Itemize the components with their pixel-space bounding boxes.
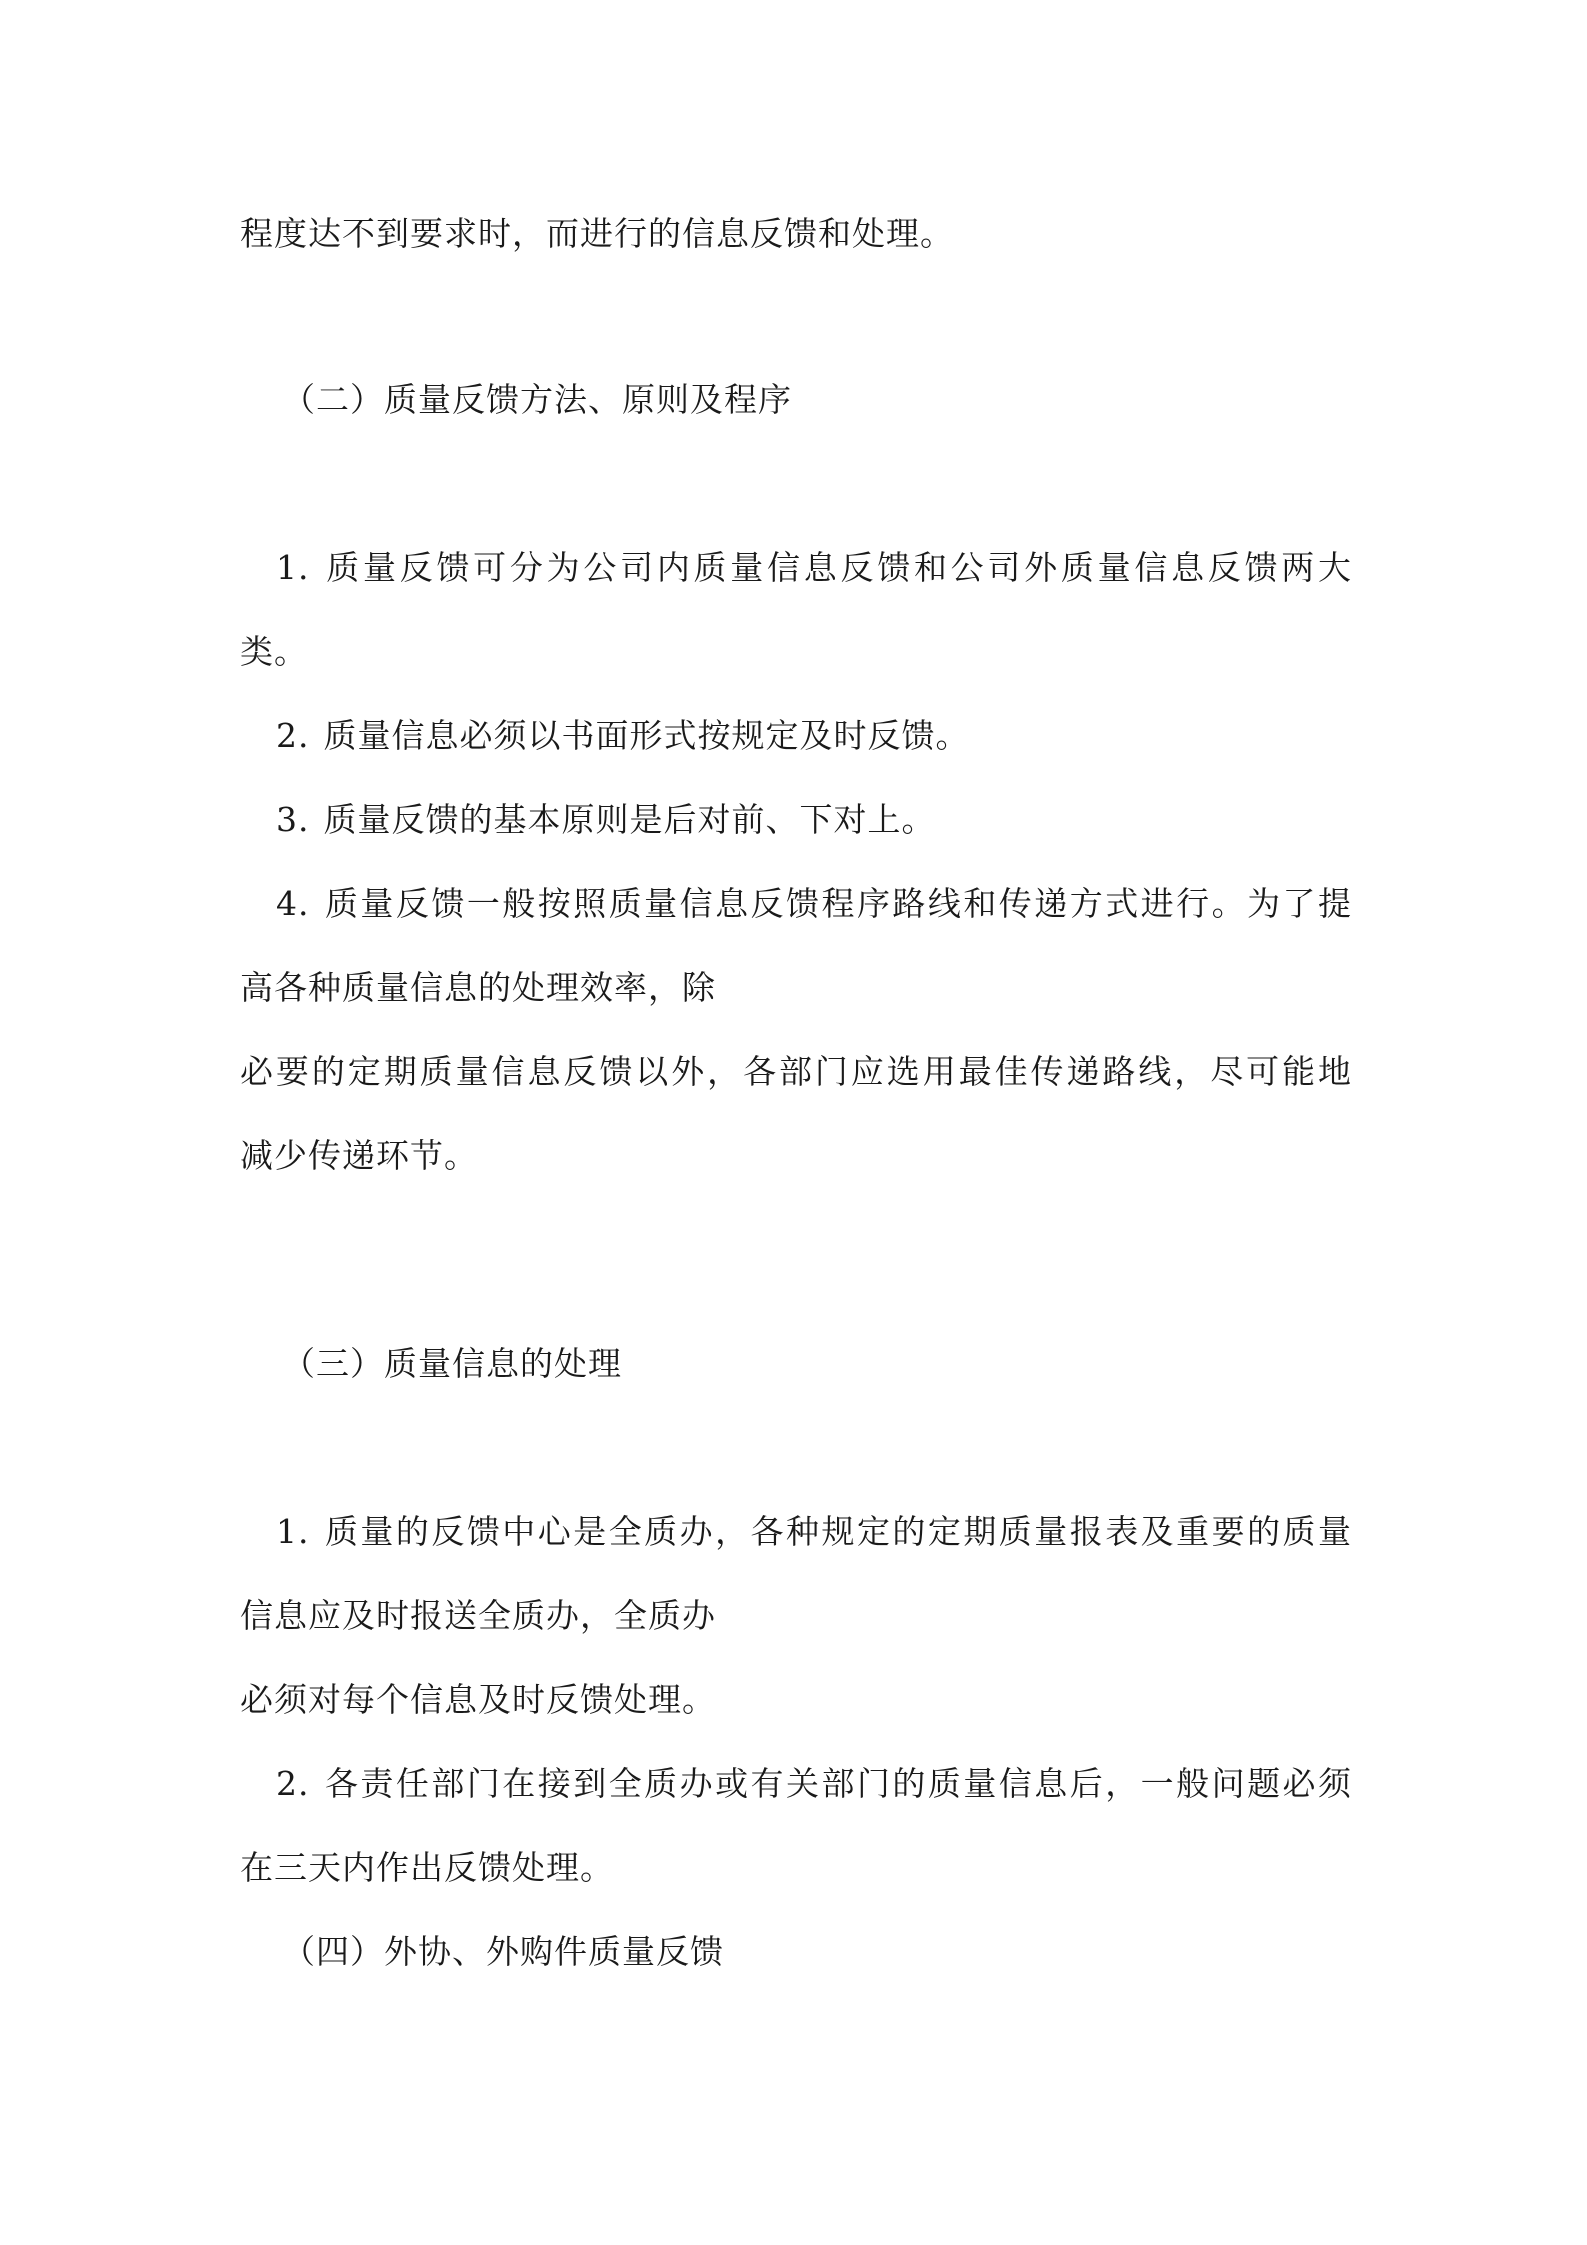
list-item-continuation: 在三天内作出反馈处理。	[240, 1848, 614, 1887]
list-item-3-line	[276, 800, 936, 840]
list-number: 2.	[276, 716, 310, 755]
list-item-continuation: 必须对每个信息及时反馈处理。	[240, 1680, 716, 1719]
list-item-continuation: 减少传递环节。	[240, 1136, 478, 1175]
list-item-text: 质量的反馈中心是全质办，各种规定的定期质量报表及重要的质量	[323, 1512, 1352, 1551]
list-item-2-line	[276, 1764, 1352, 1804]
list-number: 4.	[276, 884, 310, 923]
section-heading-4: （四）外协、外购件质量反馈	[282, 1932, 724, 1971]
list-item-continuation: 类。	[240, 632, 308, 671]
list-number: 1.	[276, 1512, 310, 1551]
paragraph-line: 程度达不到要求时，而进行的信息反馈和处理。	[240, 214, 954, 253]
list-item-text: 质量反馈的基本原则是后对前、下对上。	[323, 800, 936, 839]
list-item-text: 质量反馈一般按照质量信息反馈程序路线和传递方式进行。为了提	[323, 884, 1352, 923]
list-item-continuation: 高各种质量信息的处理效率，除	[240, 968, 716, 1007]
list-item-4-line	[276, 884, 1352, 924]
list-item-text: 各责任部门在接到全质办或有关部门的质量信息后，一般问题必须	[323, 1764, 1352, 1803]
list-number: 1.	[276, 548, 310, 587]
section-heading-3: （三）质量信息的处理	[282, 1344, 622, 1383]
list-item-continuation: 信息应及时报送全质办，全质办	[240, 1596, 716, 1635]
section-heading-2: （二）质量反馈方法、原则及程序	[282, 380, 792, 419]
list-item-2-line	[276, 716, 970, 756]
list-number: 2.	[276, 1764, 310, 1803]
list-item-text: 质量信息必须以书面形式按规定及时反馈。	[323, 716, 970, 755]
list-item-1-line	[276, 548, 1352, 588]
list-item-continuation: 必要的定期质量信息反馈以外，各部门应选用最佳传递路线，尽可能地	[240, 1052, 1352, 1091]
list-number: 3.	[276, 800, 310, 839]
list-item-1-line	[276, 1512, 1352, 1552]
list-item-text: 质量反馈可分为公司内质量信息反馈和公司外质量信息反馈两大	[323, 548, 1352, 587]
